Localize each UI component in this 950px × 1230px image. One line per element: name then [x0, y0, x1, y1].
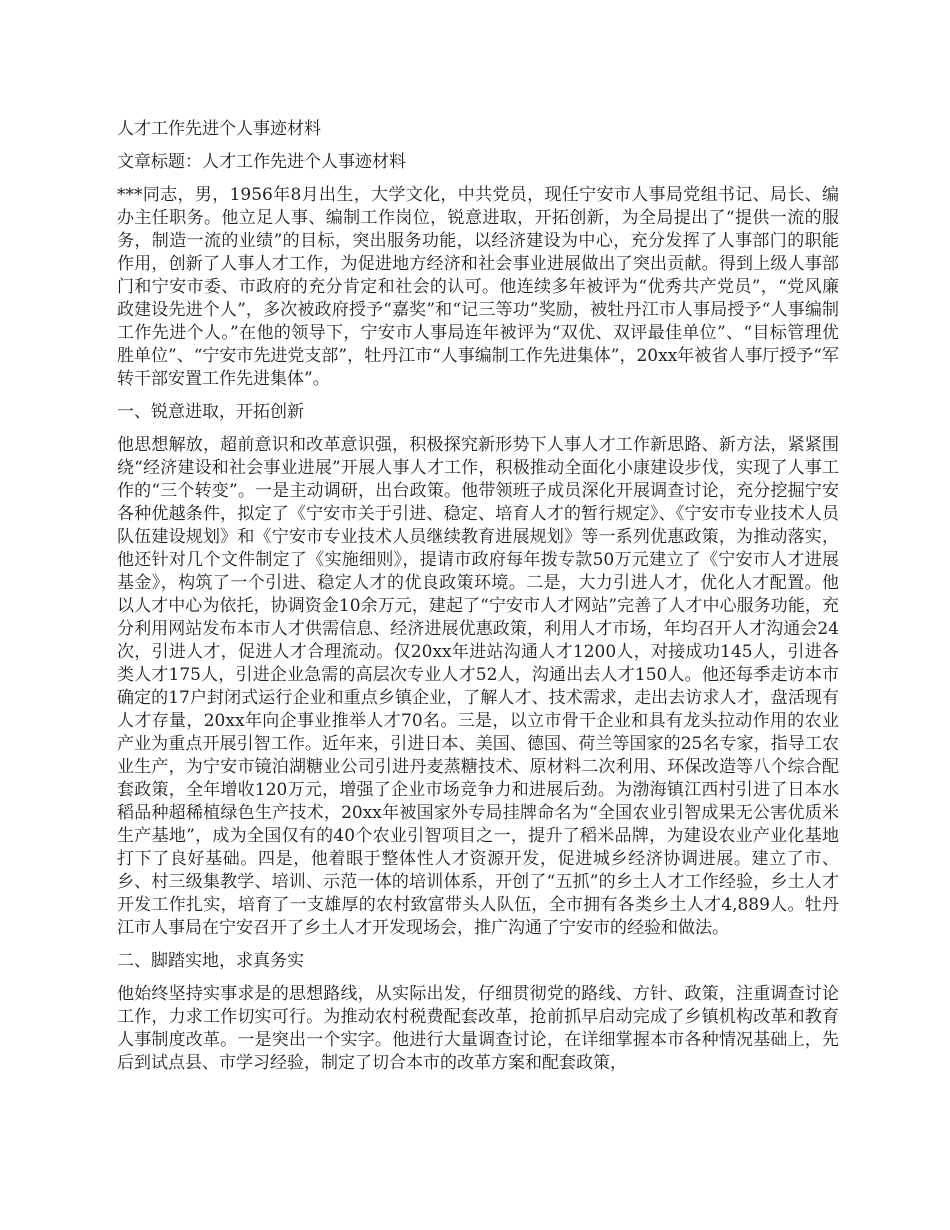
section-1-heading: 一、锐意进取，开拓创新	[117, 402, 304, 422]
intro-paragraph: ***同志，男，1956年8月出生，大学文化，中共党员，现任宁安市人事局党组书记、局长、编办主任职务。他立足人事、编制工作岗位，锐意进取，开拓创新，为全局提出了“提供一流的服务，制造一流的业绩”的目标，突出服务功能，以经济建设为中心，充分发挥了人事部门的职能作用，创新了人事人才工作，为促进地方经济和社会事业进展做出了突出贡献。得到上级人事部门和宁安市委、市政府的充分肯定和社会的认可。他连续多年被评为“优秀共产党员”，“党风廉政建设先进个人”，多次被政府授予“嘉奖”和“记三等功”奖励，被牡丹江市人事局授予“人事编制工作先进个人。”在他的领导下，宁安市人事局连年被评为“双优、双评最佳单位”、“目标管理优胜单位”、“宁安市先进党支部”，牡丹江市“人事编制工作先进集体”，20xx年被省人事厅授予“军转干部安置工作先进集体”。	[117, 185, 839, 389]
section-2-heading: 二、脚踏实地，求真务实	[117, 951, 304, 971]
section-2-paragraph: 他始终坚持实事求是的思想路线，从实际出发，仔细贯彻党的路线、方针、政策，注重调查讨论工作，力求工作切实可行。为推动农村税费配套改革，抢前抓早启动完成了乡镇机构改革和教育人事制度改革。一是突出一个实字。他进行大量调查讨论，在详细掌握本市各种情况基础上，先后到试点县、市学习经验，制定了切合本市的改革方案和配套政策，	[117, 984, 839, 1073]
document-page	[117, 118, 839, 1085]
section-1-paragraph: 他思想解放，超前意识和改革意识强，积极探究新形势下人事人才工作新思路、新方法，紧紧围绕“经济建设和社会事业进展”开展人事人才工作，积极推动全面化小康建设步伐，实现了人事工作的“三个转变”。一是主动调研，出台政策。他带领班子成员深化开展调查讨论，充分挖掘宁安各种优越条件，拟定了《宁安市关于引进、稳定、培育人才的暂行规定》、《宁安市专业技术人员队伍建设规划》和《宁安市专业技术人员继续教育进展规划》等一系列优惠政策，为推动落实，他还针对几个文件制定了《实施细则》，提请市政府每年拨专款50万元建立了《宁安市人才进展基金》，构筑了一个引进、稳定人才的优良政策环境。二是，大力引进人才，优化人才配置。他以人才中心为依托，协调资金10余万元，建起了“宁安市人才网站”完善了人才中心服务功能，充分利用网站发布本市人才供需信息、经济进展优惠政策，利用人才市场，年均召开人才沟通会24次，引进人才，促进人才合理流动。仅20xx年进站沟通人才1200人，对接成功145人，引进各类人才175人，引进企业急需的高层次专业人才52人，沟通出去人才150人。他还每季走访本市确定的17户封闭式运行企业和重点乡镇企业，了解人才、技术需求，走出去访求人才，盘活现有人才存量，20xx年向企事业推举人才70名。三是，以立市骨干企业和具有龙头拉动作用的农业产业为重点开展引智工作。近年来，引进日本、美国、德国、荷兰等国家的25名专家，指导工农业生产，为宁安市镜泊湖糖业公司引进丹麦蒸糖技术、原材料二次利用、环保改造等八个综合配套政策，全年增收120万元，增强了企业市场竞争力和进展后劲。为渤海镇江西村引进了日本水稻品种超稀植绿色生产技术，20xx年被国家外专局挂牌命名为“全国农业引智成果无公害优质米生产基地”，成为全国仅有的40个农业引智项目之一，提升了稻米品牌，为建设农业产业化基地打下了良好基础。四是，他着眼于整体性人才资源开发，促进城乡经济协调进展。建立了市、乡、村三级集教学、培训、示范一体的培训体系，开创了“五抓”的乡土人才工作经验，乡土人才开发工作扎实，培育了一支雄厚的农村致富带头人队伍，全市拥有各类乡土人才4,889人。牡丹江市人事局在宁安召开了乡土人才开发现场会，推广沟通了宁安市的经验和做法。	[117, 435, 839, 938]
article-subtitle: 文章标题：人才工作先进个人事迹材料	[117, 152, 406, 172]
document-title: 人才工作先进个人事迹材料	[117, 119, 321, 139]
